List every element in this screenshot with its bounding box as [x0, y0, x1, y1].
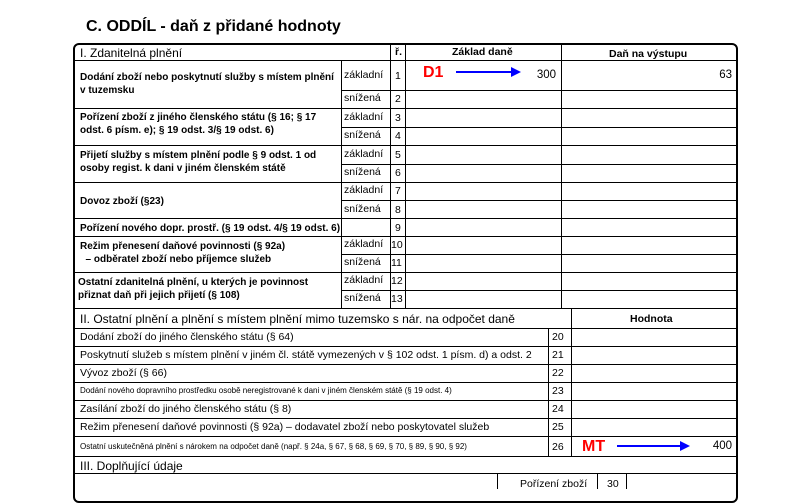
divider — [75, 328, 736, 329]
row-label: Dodání nového dopravního prostředku osobě neregistrované k dani v jiném členském státě (§ 19 odst. 4) — [80, 386, 452, 395]
row-label: Ostatní zdanitelná plnění, u kterých je povinnost přiznat daň při jejich přijetí (§ 108) — [78, 277, 309, 301]
divider — [341, 254, 736, 255]
row-number: 6 — [395, 167, 401, 179]
divider — [75, 364, 736, 365]
divider — [75, 456, 736, 457]
row-number: 22 — [552, 367, 564, 379]
rate-label: snížená — [344, 203, 381, 215]
divider — [561, 45, 562, 308]
row-number: 1 — [395, 70, 401, 82]
divider — [75, 436, 736, 437]
rate-label: snížená — [344, 256, 381, 268]
divider — [571, 308, 572, 456]
row-number: 2 — [395, 93, 401, 105]
row-number: 3 — [395, 112, 401, 124]
arrow-right-icon — [456, 66, 522, 78]
divider — [75, 400, 736, 401]
value-row26[interactable]: 400 — [712, 440, 732, 452]
row-number: 8 — [395, 204, 401, 216]
rate-label: základní — [344, 111, 384, 123]
row-number: 9 — [395, 222, 401, 234]
column-header-output: Daň na výstupu — [609, 48, 688, 60]
row-number: 11 — [391, 257, 402, 269]
divider — [341, 290, 736, 291]
row-number: 24 — [552, 403, 564, 415]
row-number: 30 — [607, 478, 619, 490]
section-heading: III. Doplňující údaje — [80, 459, 183, 473]
row-label: Zasílání zboží do jiného členského státu (§ 8) — [80, 403, 292, 415]
row-number: 10 — [391, 239, 403, 251]
row-label: Pořízení nového dopr. prostř. (§ 19 odst. 4/§ 19 odst. 6) — [80, 223, 341, 234]
row-number: 20 — [552, 331, 564, 343]
annotation-d1: D1 — [423, 64, 444, 81]
row-label: Pořízení zboží — [520, 478, 588, 490]
arrow-right-icon — [617, 440, 691, 452]
rate-label: snížená — [344, 92, 381, 104]
row-label: Režim přenesení daňové povinnosti (§ 92a) – dodavatel zboží nebo poskytovatel služeb — [80, 421, 490, 433]
row-label: Režim přenesení daňové povinnosti (§ 92a) – odběratel zboží nebo příjemce služeb — [80, 241, 286, 265]
divider — [75, 346, 736, 347]
row-label: Poskytnutí služeb s místem plnění v jiném čl. státě vymezených v § 102 odst. 1 písm. d) a odst. 2 — [80, 349, 532, 361]
rate-label: základní — [344, 184, 384, 196]
section-heading: I. Zdanitelná plnění — [80, 46, 183, 60]
rate-label: základní — [344, 148, 384, 160]
divider — [75, 308, 736, 309]
page-title: C. ODDÍL - daň z přidané hodnoty — [86, 18, 341, 35]
divider — [75, 382, 736, 383]
divider — [75, 473, 736, 474]
output-value-row1[interactable]: 63 — [719, 69, 732, 81]
row-label: Pořízení zboží z jiného členského státu (§ 16; § 17 odst. 6 písm. e); § 19 odst. 3/§ 19 odst. 6) — [80, 112, 317, 136]
annotation-mt: MT — [582, 438, 606, 455]
row-number: 26 — [552, 441, 564, 453]
row-label: Ostatní uskutečněná plnění s nárokem na odpočet daně (např. § 24a, § 67, § 68, § 69, § 70, § 89, § 90, § 92) — [80, 442, 467, 451]
row-number: 13 — [391, 293, 403, 305]
column-header-row: ř. — [395, 46, 403, 58]
divider — [341, 90, 736, 91]
row-label: Dovoz zboží (§23) — [80, 196, 164, 207]
row-label: Dodání zboží do jiného členského státu (§ 64) — [80, 331, 294, 343]
base-value-row1[interactable]: 300 — [536, 69, 556, 81]
rate-label: snížená — [344, 166, 381, 178]
row-number: 4 — [395, 130, 401, 142]
row-label: Vývoz zboží (§ 66) — [80, 367, 167, 379]
row-label: Dodání zboží nebo poskytnutí služby s místem plnění v tuzemsku — [80, 72, 334, 96]
divider — [341, 164, 736, 165]
column-header-value: Hodnota — [630, 313, 673, 325]
row-number: 12 — [391, 275, 403, 287]
row-number: 25 — [552, 421, 564, 433]
divider — [75, 418, 736, 419]
rate-label: základní — [344, 274, 384, 286]
row-number: 21 — [552, 349, 564, 361]
column-header-base: Základ daně — [452, 46, 513, 58]
rate-label: snížená — [344, 129, 381, 141]
divider — [405, 45, 406, 308]
row-number: 5 — [395, 149, 401, 161]
rate-label: snížená — [344, 292, 381, 304]
row-number: 7 — [395, 185, 401, 197]
divider — [341, 200, 736, 201]
divider — [341, 60, 342, 308]
section-heading: II. Ostatní plnění a plnění s místem plnění mimo tuzemsko s nár. na odpočet daně — [80, 312, 515, 326]
rate-label: základní — [344, 238, 384, 250]
divider — [341, 127, 736, 128]
row-label: Přijetí služby s místem plnění podle § 9 odst. 1 od osoby regist. k dani v jiném členském státě — [80, 150, 317, 174]
rate-label: základní — [344, 69, 384, 81]
row-number: 23 — [552, 385, 564, 397]
divider — [548, 328, 549, 456]
